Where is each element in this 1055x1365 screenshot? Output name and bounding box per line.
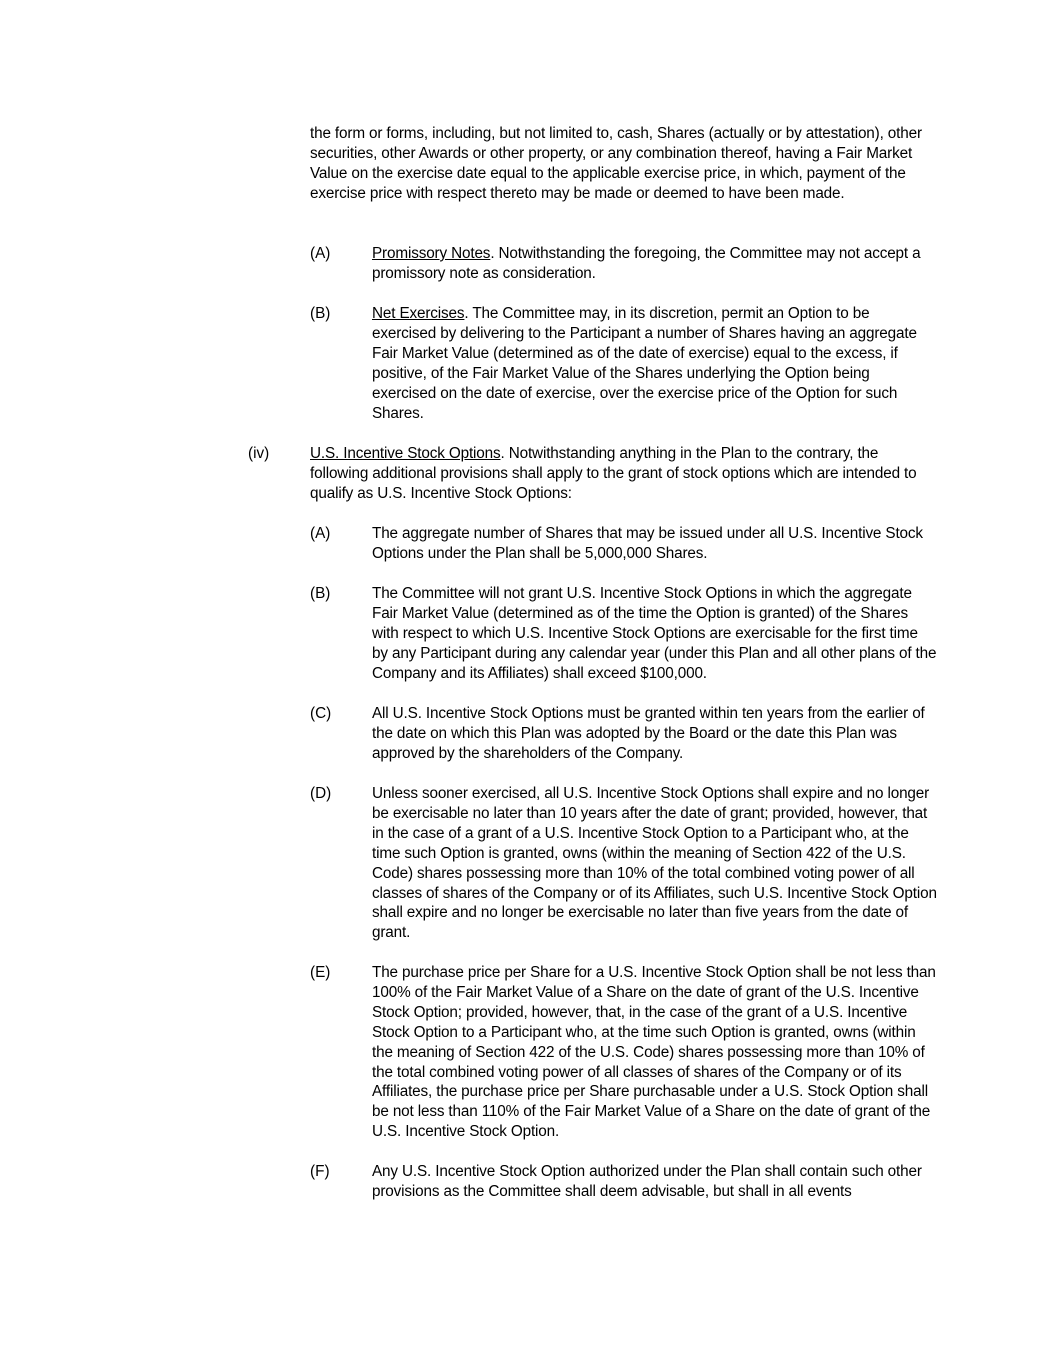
sub-item-marker: (B): [310, 305, 331, 322]
net-exercises-item: [372, 304, 937, 423]
iso-item-e: The purchase price per Share for a U.S. Incentive Stock Option shall be not less than 100% of the Fair Market Value of a Share on the date of grant of the U.S. Incentive Stock Option; provided, however, that, in the case of the grant of a U.S. Incentive Stock Option to a Participant who, at the time such Option is granted, owns (within the meaning of Section 422 of the U.S. Code) shares possessing more than 10% of the total combined voting power of all classes of shares of the Company or of its Affiliates, the purchase price per Share purchasable under a U.S. Stock Option shall be not less than 110% of the Fair Market Value of a Share on the date of grant of the U.S. Incentive Stock Option.: [372, 964, 936, 1141]
item-heading: Net Exercises: [372, 305, 465, 322]
sub-item-marker: (E): [310, 964, 331, 981]
section-heading: U.S. Incentive Stock Options: [310, 445, 501, 462]
promissory-notes-item: [372, 244, 937, 284]
intro-paragraph: the form or forms, including, but not limited to, cash, Shares (actually or by attestation), other securities, other Awards or other property, or any combination thereof, having a Fair Market Value on the exercise date equal to the applicable exercise price, in which, payment of the exercise price with respect thereto may be made or deemed to have been made.: [310, 125, 922, 202]
sub-item-marker: (B): [310, 585, 331, 602]
item-heading: Promissory Notes: [372, 245, 491, 262]
iso-item-d: Unless sooner exercised, all U.S. Incentive Stock Options shall expire and no longer be exercisable no later than 10 years after the date of grant; provided, however, that in the case of a grant of a U.S. Incentive Stock Option to a Participant who, at the time such Option is granted, owns (within the meaning of Section 422 of the U.S. Code) shares possessing more than 10% of the total combined voting power of all classes of shares of the Company or of its Affiliates, such U.S. Incentive Stock Option shall expire and no longer be exercisable no later than five years from the date of grant.: [372, 785, 937, 942]
sub-item-marker: (D): [310, 785, 332, 802]
sub-item-marker: (F): [310, 1163, 330, 1180]
iso-item-c: All U.S. Incentive Stock Options must be granted within ten years from the earlier of the date on which this Plan was adopted by the Board or the date this Plan was approved by the shareholders of the Company.: [372, 705, 925, 762]
item-text: . The Committee may, in its discretion, permit an Option to be exercised by delivering to the Participant a number of Shares having an aggregate Fair Market Value (determined as of the date of exercise) equal to the excess, if positive, of the Fair Market Value of the Shares underlying the Option being exercised on the date of exercise, over the exercise price of the Option for such Shares.: [372, 305, 917, 422]
sub-item-marker: (A): [310, 245, 331, 262]
section-marker: (iv): [248, 445, 270, 462]
iso-item-b: The Committee will not grant U.S. Incentive Stock Options in which the aggregate Fair Market Value (determined as of the time the Option is granted) of the Shares with respect to which U.S. Incentive Stock Options are exercisable for the first time by any Participant during any calendar year (under this Plan and all other plans of the Company and its Affiliates) shall exceed $100,000.: [372, 585, 937, 682]
section-text: . Notwithstanding anything in the Plan to the contrary, the following additional provisions shall apply to the grant of stock options which are intended to qualify as U.S. Incentive Stock Options:: [310, 445, 917, 502]
section-iv-paragraph: [310, 444, 935, 504]
iso-item-a: The aggregate number of Shares that may be issued under all U.S. Incentive Stock Options under the Plan shall be 5,000,000 Shares.: [372, 525, 923, 562]
iso-item-f: Any U.S. Incentive Stock Option authorized under the Plan shall contain such other provisions as the Committee shall deem advisable, but shall in all events: [372, 1163, 922, 1200]
sub-item-marker: (C): [310, 705, 332, 722]
item-text: . Notwithstanding the foregoing, the Committee may not accept a promissory note as consideration.: [372, 245, 921, 282]
sub-item-marker: (A): [310, 525, 331, 542]
